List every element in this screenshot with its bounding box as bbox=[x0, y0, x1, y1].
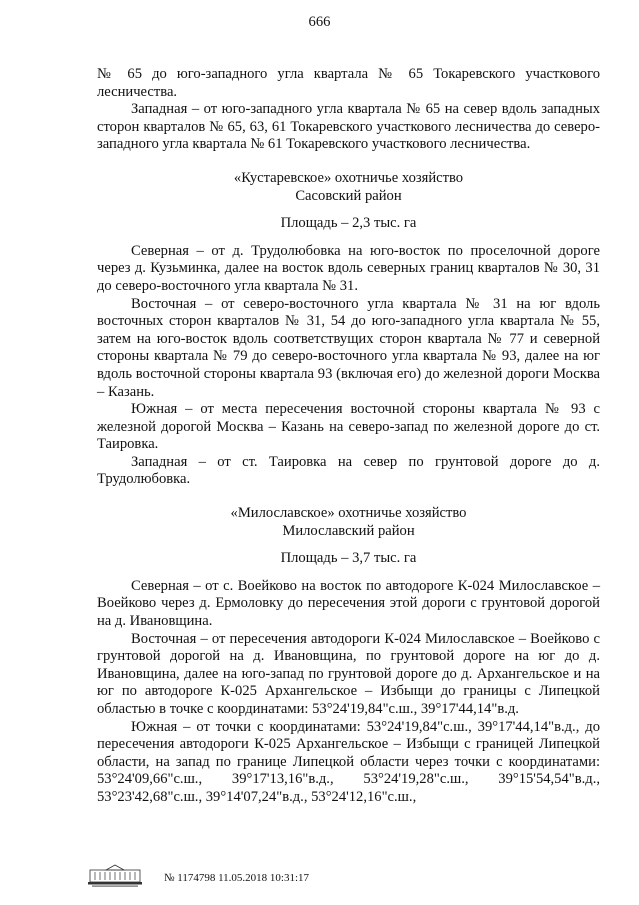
paragraph-west-boundary: Западная – от юго-западного угла квартала № 65 на север вдоль западных сторон кварталов № 65, 63, 61 Токаревского участкового лесничества до северо-западного угла квартала № 61 Токаревского участкового лесничества. bbox=[97, 101, 600, 153]
paragraph-south-boundary: Южная – от точки с координатами: 53°24'19,84"с.ш., 39°17'44,14"в.д., до пересечения автодороги К-025 Архангельское – Избыщи с границей Липецкой области, на запад по границе Липецкой области через точки с координатами: 53°24'09,66"с.ш., 39°17'13,16"в.д., 53°24'19,28"с.ш., 39°15'54,54"в.д., 53°23'42,68"с.ш., 39°14'07,24"в.д., 53°24'12,16"с.ш., bbox=[97, 718, 600, 805]
document-footer bbox=[86, 864, 446, 888]
section-district: Сасовский район bbox=[295, 187, 402, 204]
section-title: «Кустаревское» охотничье хозяйство bbox=[233, 169, 464, 186]
paragraph-continuation: № 65 до юго-западного угла квартала № 65 Токаревского участкового лесничества. bbox=[97, 66, 600, 100]
paragraph-east-boundary: Восточная – от северо-восточного угла квартала № 31 на юг вдоль восточных сторон кварталов № 31, 54 до юго-западного угла квартала № 55, затем на юго-восток вдоль соответствущих сторон квартала № 77 и северной стороны квартала № 79 до северо-восточного угла квартала № 93, далее на юг вдоль восточной стороны квартала 93 (включая его) до железной дороги Москва – Казань. bbox=[97, 295, 600, 400]
section-district: Милославский район bbox=[282, 522, 415, 539]
paragraph-east-boundary: Восточная – от пересечения автодороги К-024 Милославское – Воейково с грунтовой дорогой на д. Ивановщина, по грунтовой дороге на юг до д. Ивановщина, далее на юго-запад по грунтовой дороге до д. Архангельское и на юг по автодороге К-025 Архангельское – Избыщи до границы с Липецкой областью в точке с координатами: 53°24'19,84"с.ш., 39°17'44,14"в.д. bbox=[97, 630, 600, 717]
paragraph-north-boundary: Северная – от д. Трудолюбовка на юго-восток по проселочной дороге через д. Кузьминка, далее на восток вдоль северных границ кварталов № 30, 31 до северо-восточного угла квартала № 31. bbox=[97, 242, 600, 294]
paragraph-south-boundary: Южная – от места пересечения восточной стороны квартала № 93 с железной дорогой Москва – Казань на северо-запад по железной дороге до ст. Таировка. bbox=[97, 401, 600, 453]
registry-stamp-icon bbox=[86, 864, 144, 888]
section-miloslavskoe-header bbox=[97, 505, 600, 568]
paragraph-west-boundary: Западная – от ст. Таировка на север по грунтовой дороге до д. Трудолюбовка. bbox=[97, 453, 600, 488]
document-body bbox=[97, 66, 600, 807]
section-title: «Милославское» охотничье хозяйство bbox=[230, 505, 467, 522]
section-kustarevskoe-header bbox=[97, 170, 600, 233]
registration-number: № 1174798 11.05.2018 10:31:17 bbox=[164, 872, 310, 884]
paragraph-north-boundary: Северная – от с. Воейково на восток по автодороге К-024 Милославское – Воейково через д. Ермоловку до пересечения этой дороги с грунтовой дорогой на д. Ивановщина. bbox=[97, 577, 600, 630]
page-number: 666 bbox=[308, 14, 331, 30]
section-area: Площадь – 3,7 тыс. га bbox=[280, 550, 417, 567]
section-area: Площадь – 2,3 тыс. га bbox=[280, 215, 417, 232]
